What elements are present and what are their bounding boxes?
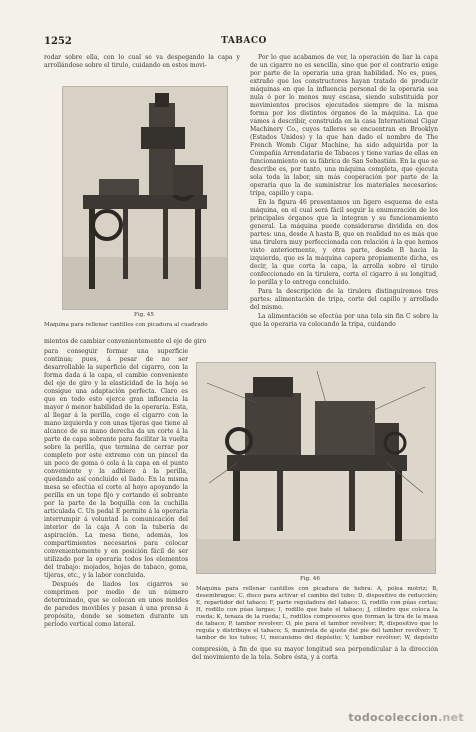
figure-46-photo (196, 362, 436, 574)
watermark-brand: todocoleccion (348, 711, 439, 724)
watermark-logo (348, 711, 464, 724)
figure-45-label: Fig. 45 (134, 312, 154, 318)
paragraph: Después de liados los cigarros se comprimen por medio de un número determinado, que se colocan en unos moldes de paredes movibles y pasan á una prensa á propósito, donde se someten durante un período vertical como lateral. (44, 581, 188, 628)
paragraph: En la figura 46 presentamos un ligero esquema de esta máquina, en el cual será fácil seguir la enumeración de los principales órganos que la integran y su funcionamiento general. La máquina puede considerarse dividida en dos partes: una, desde A hasta B, que en realidad no es más que una tirulera muy perfeccionada con relación á la que hemos visto anteriormente, y otra parte, desde B hacia la izquierda, que es la máquina capera propiamente dicha, es decir, la que corta la capa, la arrolla sobre el tirulo confeccionado en la tirulera, corta el cigarro á su longitud, lo perilla y lo entrega concluido. (250, 199, 438, 286)
paragraph: compresión, á fin de que su mayor longitud sea perpendicular á la dirección del movimiento de la tela. Sobre ésta, y á corta (192, 646, 438, 661)
figure-45-photo (62, 86, 228, 310)
paragraph: La alimentación se efectúa por una tela sin fin C sobre la que la operaria va colocando la tripa, cuidando (250, 313, 438, 328)
page-header (44, 36, 444, 52)
cigar-machine-diagram-icon (197, 363, 435, 573)
paragraph: para conseguir formar una superficie continua; pues, á pesar de no ser desarrollable la superficie del cigarro, con la forma dada á la capa, el cambio conveniente del eje de giro y la elasticidad de la hoja se consigue una adaptación perfecta. Claro es que en todo esto ejerce gran influencia la mayor ó menor habilidad de la operaria. Esta, al llegar á la perilla, coge el cigarro con la mano izquierda y con unas tijeras que tiene al alcance de su mano derecha da un corte á la parte de capa sobrante para facilitar la vuelta sobre la perilla, que termina de cerrar por completo por este extremo con un pincel da un poco de goma ó cola á la capa en el punto conveniente y la adhiere á la perilla, quedando así concluido el liado. En la misma mesa se efectúa el corte al hoyo apoyando la perilla en un tope fijo y cortando el sobrante por la parte de la boquilla con la cuchilla articulada C. Un pedal E permite á la operaria interrumpir á voluntad la comunicación del interior de la caja A con la tubería de aspiración. La mesa tiene, además, los compartimientos necesarios para colocar convenientemente y en posición fácil de ser utilizado por la operaria todos los elementos del trabajo: mojados, hojas de tabaco, goma, tijeras, etc., y la labor concluida. (44, 348, 188, 579)
bottom-text (192, 646, 438, 664)
running-head: TABACO (221, 36, 267, 46)
paragraph: Por lo que acabamos de ver, la operación de liar la capa de un cigarro no es sencilla, sino que por el contrario exige por parte de la operaria una gran habilidad. No es, pues, extraño que los constructores hayan tratado de producir máquinas en que la influencia personal de la operaria sea nula ó por lo menos muy escasa, siendo substituida por movimientos precisos ejecutados siempre de la misma forma por los distintos órganos de la máquina. La que vamos á describir, construida en la casa International Cigar Machinery Co., cuyos talleres se encuentran en Brooklyn (Estados Unidos) y la que han dado el nombre de The French Womb Cigar Machine, ha sido adquirida por la Compañía Arrendataria de Tabacos y tiene varias de ellas en funcionamiento en su fábrica de San Sebastián. En la que se describe es, por tanto, una máquina completa, que ejecuta sola toda la labor, sin más cooperación por parte de la operaria que la de suministrar los materiales necesarios: tripa, capillo y capa. (250, 54, 438, 197)
right-column-text (250, 54, 438, 342)
page-number: 1252 (44, 36, 72, 47)
figure-46-caption: Máquina para rellenar cantillos con picadura de hebra: A, polea motriz; B, desembrague; C, disco para activar el cambio del tubo; D, dispositivo de reducción; E, repartidor del tabaco; F, parte reguladora del tabaco; G, rodillo con púas cortas; H, rodillo con púas largas; I, rodillo que bate el tabaco; J, cilindro que coloca la rueda; K, tenaza de la rueda; L, rodillos compresores que forman la tira de la masa de tabaco; P, tambor revolver; O, pie para el tambor revólver; R, dispositivo que lo regula y distribuye el tabaco; S, manivela de ajuste del pie del tambor revólver; T, tambor de los tubos; U, mecanismo del depósito; V, tambor revólver; W, depósito (196, 586, 438, 641)
left-column-text (44, 348, 188, 648)
figure-45-caption: Máquina para rellenar cantillos con picadura al cuadrado (44, 322, 208, 328)
paragraph: rodar sobre ella, con lo cual se va despegando la capa y arrollándose sobre el tirulo, cuidando en estos movi- (44, 54, 240, 69)
left-mid-line (44, 338, 244, 347)
paragraph: mientos de cambiar convenientemente el eje de giro (44, 338, 207, 345)
figure-46-label: Fig. 46 (300, 576, 320, 582)
paragraph: Para la descripción de la tirulera distinguiremos tres partes: alimentación de tripa, corte del capillo y arrollado del mismo. (250, 288, 438, 311)
watermark-tld: .net (438, 711, 464, 724)
cigar-machine-photo-icon (63, 87, 227, 309)
left-top-text (44, 54, 240, 72)
